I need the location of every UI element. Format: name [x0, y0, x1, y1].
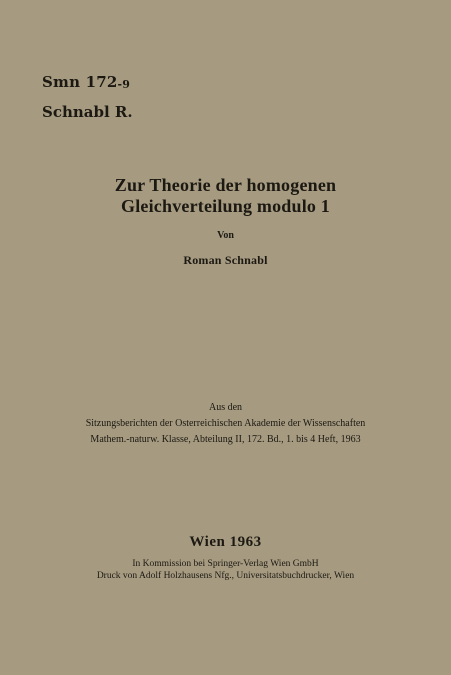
- author-name: Roman Schnabl: [183, 253, 268, 267]
- source-line-1: Aus den: [208, 402, 243, 413]
- publisher-line: In Kommission bei Springer-Verlag Wien GmbH: [132, 559, 319, 569]
- printer-line: Druck von Adolf Holzhausens Nfg., Universitatsbuchdrucker, Wien: [96, 571, 355, 581]
- source-line-2: Sitzungsberichten der Osterreichischen Akademie der Wissenschaften: [85, 418, 366, 429]
- shelfmark-suffix: -9: [117, 78, 131, 91]
- shelfmark: [42, 73, 130, 91]
- source-line-3: Mathem.-naturw. Klasse, Abteilung II, 172. Bd., 1. bis 4 Heft, 1963: [90, 434, 361, 445]
- title-line-1: Zur Theorie der homogenen: [114, 175, 337, 195]
- author-short: Schnabl R.: [42, 103, 133, 121]
- byline-von: Von: [217, 230, 234, 241]
- shelfmark-main: Smn 172: [42, 73, 118, 91]
- title-line-2: Gleichverteilung modulo 1: [121, 196, 330, 216]
- place-year: Wien 1963: [189, 534, 262, 550]
